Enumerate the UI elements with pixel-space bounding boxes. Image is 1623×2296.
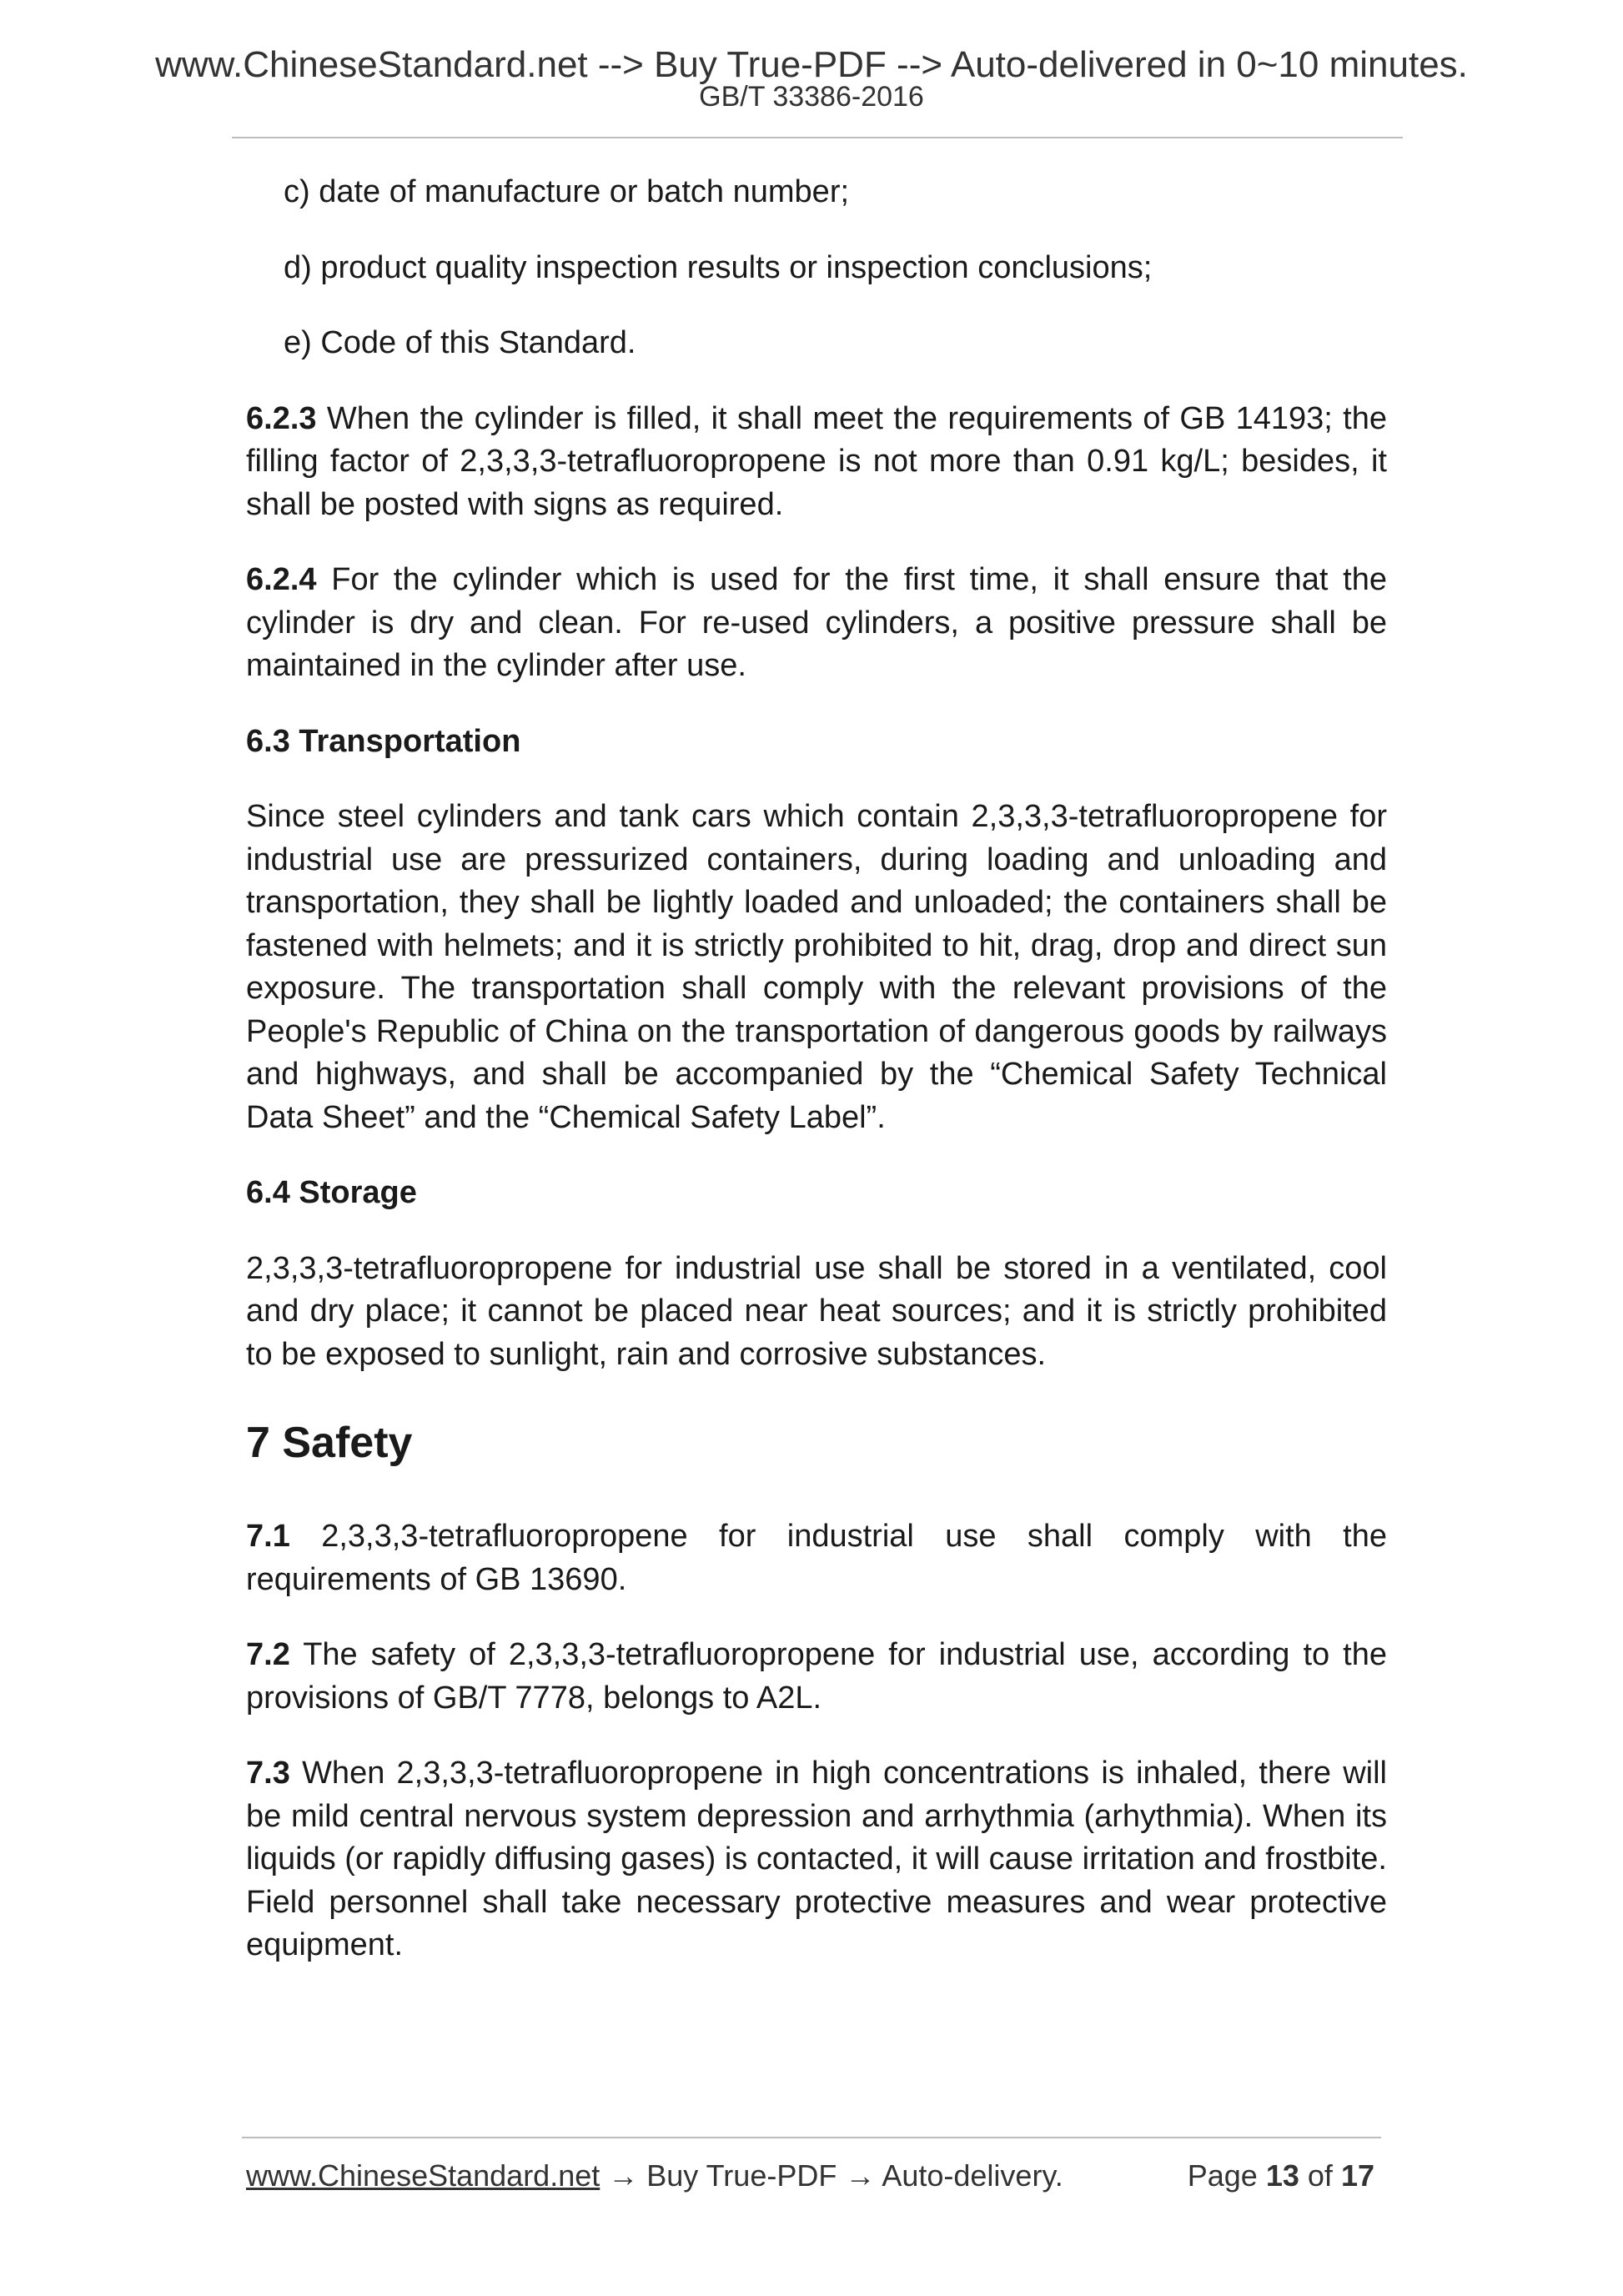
page-number <box>1188 2158 1374 2194</box>
clause-number: 6.2.4 <box>246 562 317 597</box>
clause-text: 2,3,3,3-tetrafluoropropene for industrial use shall comply with the requirements of GB 13690. <box>246 1519 1388 1597</box>
clause-number: 7.2 <box>246 1637 290 1672</box>
chapter-heading-7: 7 Safety <box>246 1419 413 1467</box>
clause-text: The safety of 2,3,3,3-tetrafluoropropene for industrial use, according to the provisions of GB/T 7778, belongs to A2L. <box>246 1637 1388 1716</box>
page-content <box>246 171 1387 1967</box>
clause-7-3 <box>246 1752 1387 1967</box>
list-item-e: e) Code of this Standard. <box>284 325 636 360</box>
footer-left <box>246 2158 1063 2194</box>
page-label: Page <box>1187 2158 1258 2193</box>
header-divider <box>232 137 1403 138</box>
clause-text: When the cylinder is filled, it shall meet the requirements of GB 14193; the filling factor of 2,3,3,3-tetrafluoropropene is not more than 0.91 kg/L; besides, it shall be posted with signs as required. <box>246 400 1388 522</box>
section-heading-6-3: 6.3 Transportation <box>246 723 521 759</box>
footer-tail-text: → Buy True-PDF → Auto-delivery. <box>608 2158 1063 2193</box>
clause-6-2-3 <box>246 398 1387 527</box>
top-banner: www.ChineseStandard.net --> Buy True-PDF --> Auto-delivered in 0~10 minutes. <box>155 44 1468 85</box>
clause-6-2-4 <box>246 559 1387 688</box>
list-item-c: c) date of manufacture or batch number; <box>284 174 850 209</box>
of-label: of <box>1307 2158 1333 2193</box>
section-text-6-3: Since steel cylinders and tank cars which contain 2,3,3,3-tetrafluoropropene for industrial use are pressurized containers, during loading and unloading and transportation, they shall be lightly loaded and unloaded; the containers shall be fastened with helmets; and it is strictly prohibited to hit, drag, drop and direct sun exposure. The transportation shall comply with the relevant provisions of the People's Republic of China on the transportation of dangerous goods by railways and highways, and shall be accompanied by the “Chemical Safety Technical Data Sheet” and the “Chemical Safety Label”. <box>246 799 1387 1135</box>
section-heading-6-4: 6.4 Storage <box>246 1175 417 1210</box>
list-item-d: d) product quality inspection results or inspection conclusions; <box>284 249 1153 285</box>
clause-text: When 2,3,3,3-tetrafluoropropene in high concentrations is inhaled, there will be mild central nervous system depression and arrhythmia (arhythmia). When its liquids (or rapidly diffusing gases) is contacted, it will cause irritation and frostbite. Field personnel shall take necessary protective measures and wear protective equipment. <box>246 1756 1387 1962</box>
current-page: 13 <box>1265 2158 1299 2193</box>
section-text-6-4: 2,3,3,3-tetrafluoropropene for industrial use shall be stored in a ventilated, cool and dry place; it cannot be placed near heat sources; and it is strictly prohibited to be exposed to sunlight, rain and corrosive substances. <box>246 1250 1387 1372</box>
clause-number: 7.3 <box>246 1756 290 1791</box>
clause-7-1 <box>246 1515 1387 1601</box>
clause-7-2 <box>246 1634 1387 1720</box>
footer-site-link[interactable]: www.ChineseStandard.net <box>246 2158 600 2193</box>
clause-text: For the cylinder which is used for the first time, it shall ensure that the cylinder is dry and clean. For re-used cylinders, a positive pressure shall be maintained in the cylinder after use. <box>246 562 1387 683</box>
total-pages: 17 <box>1340 2158 1374 2193</box>
clause-number: 7.1 <box>246 1519 290 1554</box>
clause-number: 6.2.3 <box>246 400 317 436</box>
document-code: GB/T 33386-2016 <box>699 81 924 113</box>
footer-divider <box>242 2137 1381 2138</box>
